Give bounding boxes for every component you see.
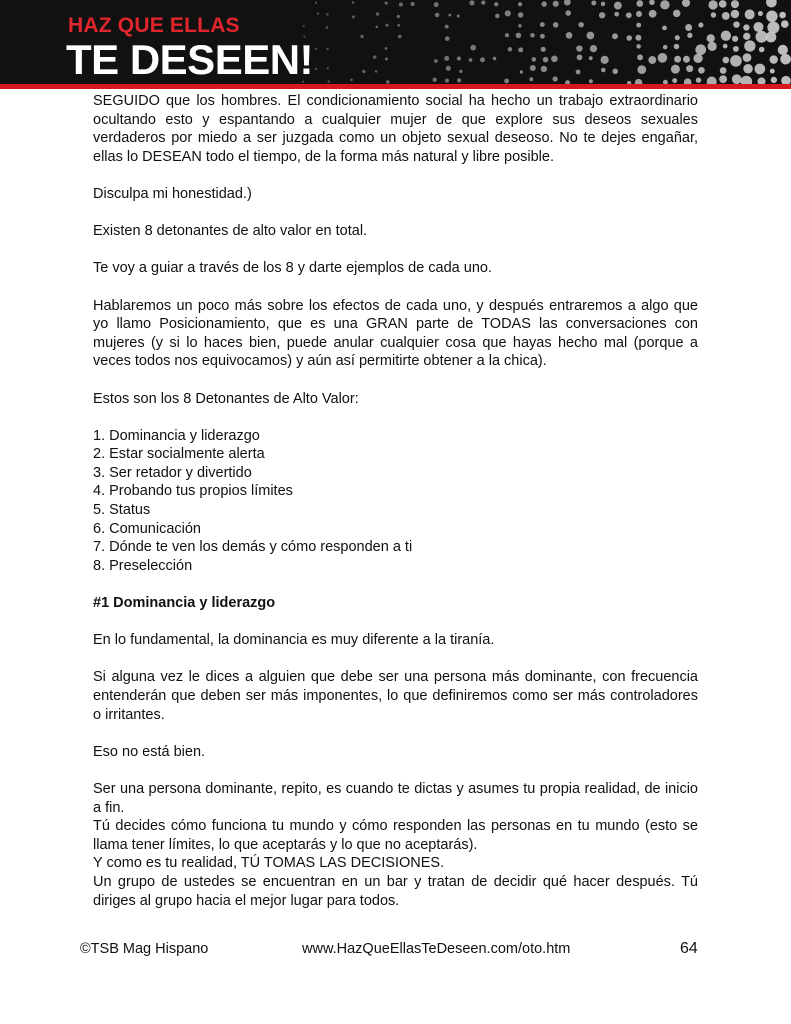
halftone-dot: [601, 68, 606, 73]
halftone-dot: [770, 69, 775, 74]
page-number: 64: [680, 940, 698, 957]
halftone-dot: [315, 68, 317, 70]
halftone-dot: [674, 56, 681, 63]
halftone-dot: [687, 33, 692, 38]
halftone-dot: [469, 58, 473, 62]
halftone-dot: [434, 2, 439, 7]
halftone-dot: [674, 44, 680, 50]
halftone-dot: [723, 57, 730, 64]
halftone-dot: [614, 12, 619, 17]
halftone-dot: [698, 67, 705, 74]
halftone-dot: [385, 1, 388, 4]
halftone-dot: [781, 76, 791, 84]
halftone-dot: [505, 33, 509, 37]
halftone-dot: [315, 48, 317, 50]
halftone-dot: [566, 32, 573, 39]
halftone-dot: [711, 12, 716, 17]
halftone-dot: [446, 66, 451, 71]
halftone-dot: [315, 2, 317, 4]
halftone-dot: [707, 34, 715, 42]
halftone-dot: [720, 67, 727, 74]
halftone-dot: [303, 25, 305, 27]
halftone-dot: [326, 48, 328, 50]
halftone-dot: [732, 36, 738, 42]
halftone-dot: [445, 79, 449, 83]
halftone-dot: [508, 47, 512, 51]
halftone-dot: [759, 47, 765, 53]
halftone-dot: [771, 77, 777, 83]
paragraph: Si alguna vez le dices a alguien que debe ser una persona más dominante, con frecuencia entenderán que deben ser más imponentes, lo que definiremos como ser más controladores o irritantes.: [93, 669, 698, 723]
paragraph: Eso no está bien.: [93, 743, 206, 760]
halftone-dot: [685, 24, 692, 31]
halftone-dot: [743, 64, 753, 74]
halftone-dot: [586, 32, 594, 40]
halftone-dot: [435, 13, 440, 17]
halftone-dot: [470, 45, 476, 51]
halftone-dot: [433, 78, 437, 82]
halftone-dot: [495, 14, 499, 18]
halftone-dot: [589, 56, 593, 60]
halftone-dot: [648, 56, 656, 64]
halftone-dot: [397, 15, 400, 18]
halftone-dot: [565, 10, 571, 16]
paragraph: Y como es tu realidad, TÚ TOMAS LAS DECISIONES.: [93, 855, 445, 872]
halftone-dot: [671, 65, 680, 74]
halftone-dot: [564, 0, 571, 6]
halftone-dot: [481, 1, 485, 5]
halftone-dot: [375, 70, 378, 73]
footer-copyright: ©TSB Mag Hispano: [80, 941, 209, 957]
halftone-dot: [457, 14, 460, 17]
halftone-dot: [399, 2, 403, 6]
halftone-dot: [731, 10, 740, 19]
halftone-dot: [434, 59, 438, 63]
halftone-dot: [753, 22, 763, 32]
halftone-dot: [682, 0, 690, 7]
halftone-dot: [635, 35, 641, 41]
halftone-dot: [626, 35, 632, 41]
list-item: 4. Probando tus propios límites: [93, 483, 293, 500]
triggers-list: [93, 427, 698, 576]
halftone-dot: [743, 24, 749, 30]
halftone-dot: [578, 22, 583, 27]
halftone-dot: [553, 76, 558, 81]
halftone-dot: [658, 53, 668, 63]
list-item: 8. Preselección: [93, 557, 193, 574]
halftone-dot: [520, 70, 523, 73]
list-item: 5. Status: [93, 502, 151, 519]
halftone-dot: [457, 78, 461, 82]
halftone-dot: [410, 2, 414, 6]
halftone-dot: [683, 56, 690, 63]
halftone-dot: [733, 21, 739, 27]
halftone-dot: [601, 56, 609, 64]
halftone-dot: [518, 24, 521, 27]
halftone-dot: [673, 10, 681, 18]
halftone-dot: [758, 11, 763, 16]
paragraph: En lo fundamental, la dominancia es muy diferente a la tiranía.: [93, 632, 495, 649]
halftone-dot: [326, 26, 329, 29]
halftone-dot: [649, 0, 655, 5]
halftone-dot: [532, 57, 537, 62]
halftone-dot: [612, 33, 618, 39]
halftone-dot: [686, 65, 693, 72]
halftone-dot: [457, 57, 461, 61]
paragraph: Te voy a guiar a través de los 8 y darte ejemplos de cada uno.: [93, 260, 492, 277]
list-item: 7. Dónde te ven los demás y cómo responden a ti: [93, 539, 413, 556]
halftone-dot: [723, 44, 728, 49]
list-item: 3. Ser retador y divertido: [93, 464, 252, 481]
halftone-dot: [469, 0, 474, 5]
halftone-dot: [636, 11, 642, 17]
halftone-dot: [516, 33, 522, 39]
halftone-dot: [693, 54, 702, 63]
halftone-dot: [385, 24, 388, 27]
halftone-dot: [541, 66, 547, 72]
logo-title-line2: TE DESEEN!: [66, 36, 314, 83]
halftone-dot: [612, 69, 618, 75]
halftone-dot: [636, 0, 643, 7]
halftone-dot: [376, 12, 379, 15]
halftone-dot: [637, 54, 643, 60]
halftone-dot: [719, 0, 727, 8]
halftone-dot: [518, 2, 522, 6]
halftone-dot: [530, 65, 536, 71]
halftone-dot: [375, 25, 378, 28]
halftone-dot: [494, 2, 498, 6]
halftone-dot: [576, 70, 581, 75]
halftone-dot: [781, 20, 789, 28]
halftone-dot: [328, 80, 330, 82]
list-item: 1. Dominancia y liderazgo: [93, 427, 260, 444]
halftone-dot: [505, 10, 511, 16]
halftone-dot: [708, 42, 717, 51]
halftone-dot: [541, 47, 546, 52]
halftone-dot: [675, 35, 680, 40]
halftone-dot: [636, 23, 641, 28]
halftone-dot: [553, 22, 559, 28]
halftone-dot: [766, 11, 778, 23]
halftone-dot: [540, 34, 545, 39]
halftone-dots-decoration: [300, 0, 791, 84]
halftone-dot: [591, 1, 596, 6]
halftone-dot: [327, 67, 329, 69]
halftone-dot: [779, 12, 786, 19]
halftone-dot: [649, 10, 657, 18]
halftone-dot: [350, 79, 353, 82]
halftone-dot: [590, 45, 597, 52]
halftone-dot: [721, 31, 731, 41]
halftone-dot: [385, 47, 388, 50]
paragraph: Disculpa mi honestidad.): [93, 185, 252, 202]
halftone-dot: [459, 70, 462, 73]
halftone-dot: [672, 78, 677, 83]
list-item: 6. Comunicación: [93, 520, 201, 537]
halftone-dot: [541, 1, 546, 6]
list-item: 2. Estar socialmente alerta: [93, 446, 265, 463]
halftone-dot: [599, 12, 605, 18]
halftone-dot: [493, 57, 496, 60]
paragraph: SEGUIDO que los hombres. El condicionamiento social ha hecho un trabajo extraordinario ocultando esto y espantando a cualquier mujer de que explore sus deseos sexuales verdaderos por miedo a ser juzgada como un objeto sexual deseoso. No te dejes engañar, ellas lo DESEAN todo el tiempo, de la forma más natural y libre posible.: [93, 93, 698, 165]
halftone-dot: [770, 55, 778, 63]
paragraph: Tú decides cómo funciona tu mundo y cómo responden las personas en tu mundo (esto se llama tener límites, lo que aceptarás y lo que no aceptarás).: [93, 818, 698, 853]
halftone-dot: [326, 13, 329, 16]
halftone-dot: [518, 47, 523, 52]
halftone-dot: [741, 76, 753, 84]
halftone-dot: [766, 0, 777, 7]
halftone-dot: [444, 56, 449, 61]
halftone-dot: [577, 54, 583, 60]
halftone-dot: [553, 1, 559, 7]
halftone-dot: [397, 24, 400, 27]
halftone-dot: [601, 2, 605, 6]
halftone-dot: [707, 76, 717, 84]
halftone-dot: [518, 12, 523, 17]
halftone-dot: [696, 77, 701, 82]
halftone-dot: [445, 36, 450, 41]
halftone-dot: [529, 77, 533, 81]
halftone-dot: [373, 55, 377, 59]
halftone-dot: [636, 44, 640, 48]
halftone-dot: [385, 57, 388, 60]
halftone-dot: [637, 65, 646, 74]
halftone-dot: [530, 33, 535, 38]
halftone-dot: [722, 12, 730, 20]
halftone-dot: [695, 44, 706, 55]
paragraph: Existen 8 detonantes de alto valor en total.: [93, 223, 368, 240]
halftone-dot: [754, 64, 765, 75]
halftone-dot: [732, 74, 742, 84]
halftone-dot: [743, 53, 752, 62]
paragraph: Estos son los 8 Detonantes de Alto Valor:: [93, 390, 359, 407]
halftone-dot: [708, 0, 717, 9]
halftone-dot: [698, 23, 703, 28]
halftone-dot: [352, 15, 355, 18]
halftone-dot: [480, 57, 485, 62]
halftone-dot: [551, 56, 558, 63]
page-header: [0, 0, 791, 84]
halftone-dot: [448, 14, 451, 17]
halftone-dot: [780, 54, 791, 65]
halftone-dot: [731, 0, 739, 8]
halftone-dot: [626, 12, 632, 18]
halftone-dot: [504, 79, 509, 84]
halftone-dot: [733, 46, 739, 52]
paragraph: Ser una persona dominante, repito, es cuando te dictas y asumes tu propia realidad, de inicio a fin.: [93, 780, 698, 816]
halftone-dot: [662, 26, 667, 31]
halftone-dot: [543, 57, 549, 63]
halftone-dot: [540, 22, 545, 27]
halftone-dot: [745, 9, 755, 19]
footer-url: www.HazQueEllasTeDeseen.com/oto.htm: [302, 941, 571, 957]
halftone-dot: [589, 79, 593, 83]
halftone-dot: [743, 33, 750, 40]
halftone-dot: [614, 2, 622, 10]
halftone-dot: [744, 40, 755, 51]
halftone-dot: [660, 0, 669, 9]
halftone-dot: [362, 70, 365, 73]
halftone-dot: [445, 25, 449, 29]
paragraph: Hablaremos un poco más sobre los efectos de cada uno, y después entraremos a algo que yo llamo Posicionamiento, que es una GRAN parte de TODAS las conversaciones con mujeres (y si lo haces bien, puede anular cualquier cosa que hayas hecho mal (porque a veces todos nos equivocamos) y aún así permitirte obtener a la chica).: [93, 297, 698, 370]
halftone-dot: [730, 55, 742, 67]
header-accent-line: [0, 84, 791, 89]
halftone-dot: [778, 45, 788, 55]
halftone-dot: [576, 45, 582, 51]
halftone-dot: [719, 75, 727, 83]
halftone-dot: [767, 22, 779, 34]
halftone-dot: [758, 77, 766, 84]
paragraph: Un grupo de ustedes se encuentran en un bar y tratan de decidir qué hacer después. Tú diriges al grupo hacia el mejor lugar para todos.: [93, 873, 698, 909]
halftone-dot: [663, 45, 668, 50]
halftone-dot: [360, 35, 363, 38]
halftone-dot: [766, 32, 777, 43]
page-content: [93, 92, 698, 910]
logo-title-line1: HAZ QUE ELLAS: [68, 14, 240, 37]
halftone-dot: [317, 12, 319, 14]
halftone-dot: [352, 1, 355, 4]
section-heading: #1 Dominancia y liderazgo: [93, 595, 276, 612]
halftone-dot: [398, 35, 402, 39]
